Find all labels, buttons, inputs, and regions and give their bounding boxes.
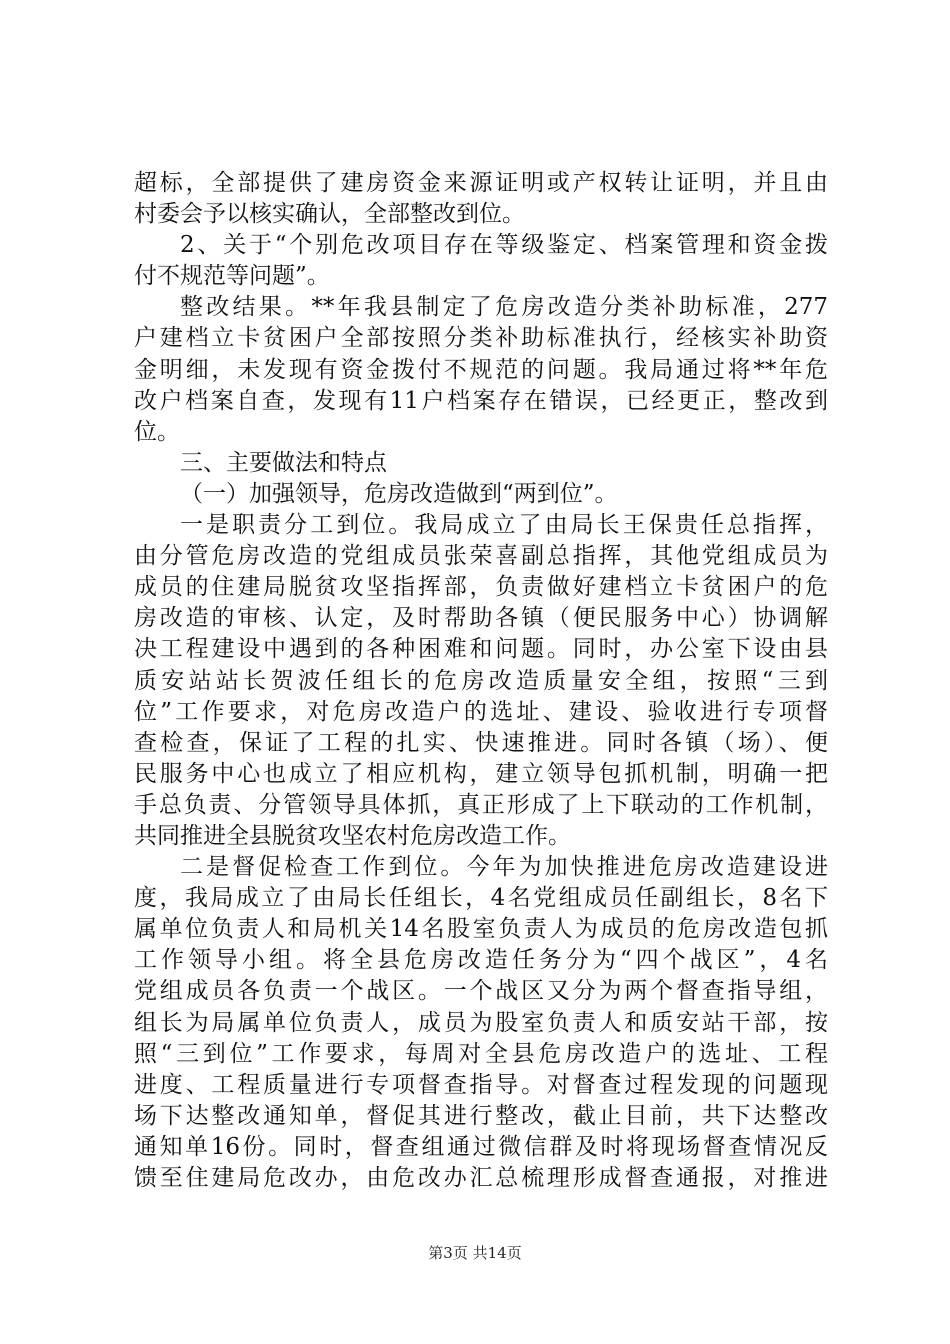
document-body: [134, 168, 828, 1194]
text-line: 村委会予以核实确认，全部整改到位。: [134, 201, 525, 228]
text-line: 二是督促检查工作到位。今年为加快推进危房改造建设进: [180, 854, 828, 881]
text-line: 位”工作要求，对危房改造户的选址、建设、验收进行专项督: [134, 698, 828, 725]
text-line: 位。: [134, 418, 180, 445]
text-line: 工作领导小组。将全县危房改造任务分为“四个战区”，4名: [134, 947, 828, 974]
text-line: 质安站站长贺波任组长的危房改造质量安全组，按照“三到: [134, 667, 828, 694]
text-line: 组长为局属单位负责人，成员为股室负责人和质安站干部，按: [134, 1009, 828, 1036]
text-line: 场下达整改通知单，督促其进行整改，截止目前，共下达整改: [134, 1102, 828, 1129]
text-line: 成员的住建局脱贫攻坚指挥部，负责做好建档立卡贫困户的危: [134, 574, 828, 601]
text-line: 查检查，保证了工程的扎实、快速推进。同时各镇（场）、便: [134, 729, 828, 756]
text-line: 金明细，未发现有资金拨付不规范的问题。我局通过将**年危: [134, 356, 828, 383]
text-line: 付不规范等问题”。: [134, 263, 330, 290]
text-line: 一是职责分工到位。我局成立了由局长王保贵任总指挥，: [180, 512, 828, 539]
text-line: 馈至住建局危改办，由危改办汇总梳理形成督查通报，对推进: [134, 1165, 828, 1191]
text-line: 决工程建设中遇到的各种困难和问题。同时，办公室下设由县: [134, 636, 828, 663]
page-number-footer: 第3页 共14页: [428, 1244, 522, 1262]
text-line: 超标，全部提供了建房资金来源证明或产权转让证明，并且由: [134, 170, 828, 196]
text-line: 户建档立卡贫困户全部按照分类补助标准执行，经核实补助资: [134, 325, 828, 352]
text-line: 进度、工程质量进行专项督查指导。对督查过程发现的问题现: [134, 1071, 828, 1098]
text-line: 属单位负责人和局机关14名股室负责人为成员的危房改造包抓: [134, 916, 828, 943]
text-line: 改户档案自查，发现有11户档案存在错误，已经更正，整改到: [134, 387, 828, 414]
text-line: 由分管危房改造的党组成员张荣喜副总指挥，其他党组成员为: [134, 543, 828, 570]
text-line: 共同推进全县脱贫攻坚农村危房改造工作。: [134, 822, 571, 849]
text-line: （一）加强领导，危房改造做到“两到位”。: [180, 480, 618, 507]
text-line: 民服务中心也成立了相应机构，建立领导包抓机制，明确一把: [134, 760, 828, 787]
text-line: 房改造的审核、认定，及时帮助各镇（便民服务中心）协调解: [134, 605, 828, 632]
text-line: 通知单16份。同时，督查组通过微信群及时将现场督查情况反: [134, 1133, 828, 1160]
text-line: 三、主要做法和特点: [180, 449, 387, 476]
text-line: 2、关于“个别危改项目存在等级鉴定、档案管理和资金拨: [180, 232, 828, 259]
text-line: 整改结果。**年我县制定了危房改造分类补助标准，277: [180, 294, 828, 321]
text-line: 党组成员各负责一个战区。一个战区又分为两个督查指导组，: [134, 978, 828, 1005]
text-line: 照“三到位”工作要求，每周对全县危房改造户的选址、工程: [134, 1040, 828, 1067]
text-line: 手总负责、分管领导具体抓，真正形成了上下联动的工作机制，: [134, 791, 828, 818]
text-line: 度，我局成立了由局长任组长，4名党组成员任副组长，8名下: [134, 885, 828, 912]
